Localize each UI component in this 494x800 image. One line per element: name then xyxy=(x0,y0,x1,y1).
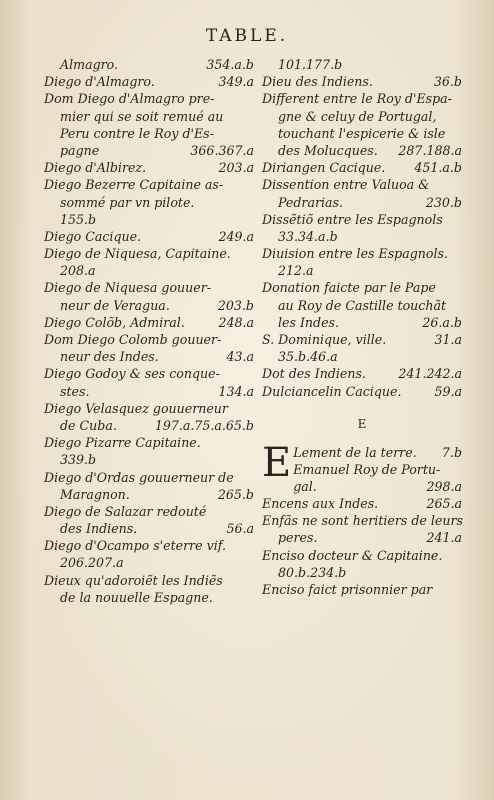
index-entry-line xyxy=(44,417,254,434)
index-entry-line xyxy=(44,383,254,400)
entry-text: des Molucques. xyxy=(278,142,378,158)
index-entry-line xyxy=(44,554,254,571)
entry-text: Diego de Niquesa gouuer- xyxy=(44,280,211,296)
entry-text: Diego Bezerre Capitaine as- xyxy=(44,177,224,193)
entry-text: mier qui se soit remué au xyxy=(60,108,224,124)
index-entry-line xyxy=(44,108,254,125)
page-reference: 265.a xyxy=(426,496,462,512)
index-entry-line xyxy=(262,564,462,581)
page-reference: 197.a.75.a.65.b xyxy=(154,417,254,433)
entry-text: Diego d'Almagro. xyxy=(44,74,155,90)
index-entry-line xyxy=(44,279,254,296)
index-entry-line xyxy=(44,176,254,193)
index-entry-line xyxy=(262,73,462,90)
entry-text: touchant l'espicerie & isle xyxy=(278,125,446,141)
page-reference: 230.b xyxy=(425,194,462,210)
entry-text: Dom Diego Colomb gouuer- xyxy=(44,332,222,347)
index-entry-line xyxy=(262,56,462,73)
index-entry-line xyxy=(44,537,254,554)
drop-cap: E xyxy=(262,439,292,486)
index-entry-line xyxy=(44,520,254,537)
page-reference: 451.a.b xyxy=(414,160,462,176)
index-entry-line xyxy=(44,73,254,90)
entry-text: 80.b.234.b xyxy=(278,564,347,580)
entry-text: Diego Godoy & ses conque- xyxy=(44,366,220,382)
page-reference: 31.a xyxy=(434,332,462,347)
entry-text: 339.b xyxy=(60,452,97,468)
index-entry-line xyxy=(262,211,462,228)
entry-text: gal. xyxy=(293,478,317,494)
index-entry-line xyxy=(262,279,462,296)
entry-text: de Cuba. xyxy=(60,417,117,433)
entry-text: Emanuel Roy de Portu- xyxy=(293,461,441,477)
entry-text: Maragnon. xyxy=(60,486,130,502)
page-reference: 298.a xyxy=(426,478,462,494)
index-entry-line xyxy=(44,142,254,159)
page-reference: 248.a xyxy=(218,314,254,330)
entry-text: peres. xyxy=(278,530,318,546)
index-entry-line xyxy=(262,478,462,495)
index-entry-line xyxy=(262,547,462,564)
index-entry-line xyxy=(262,495,462,512)
page-reference: 354.a.b xyxy=(206,57,254,72)
entry-text: Diuision entre les Espagnols. xyxy=(262,246,448,262)
entry-text: 33.34.a.b xyxy=(278,228,338,244)
index-entry-line xyxy=(262,348,462,365)
index-entry-line xyxy=(44,228,254,245)
index-entry-line xyxy=(262,297,462,314)
index-entry-line xyxy=(262,383,462,400)
entry-text: 212.a xyxy=(278,263,314,279)
entry-text: Dom Diego d'Almagro pre- xyxy=(44,91,215,107)
entry-text: Diego d'Ordas gouuerneur de xyxy=(44,469,234,485)
index-entry-line xyxy=(44,297,254,314)
index-entry-line xyxy=(262,90,462,107)
page-reference: 203.b xyxy=(217,297,254,313)
entry-text: 35.b.46.a xyxy=(278,349,338,365)
index-entry-line xyxy=(44,56,254,73)
entry-text: Diego d'Albirez. xyxy=(44,160,147,176)
index-entry-line xyxy=(44,348,254,365)
entry-text: des Indiens. xyxy=(60,521,138,537)
page-reference: 241.242.a xyxy=(398,366,462,382)
page-reference: 59.a xyxy=(434,383,462,399)
index-entry-line xyxy=(44,451,254,468)
entry-text: Encens aux Indes. xyxy=(262,496,379,512)
index-entry-line xyxy=(44,434,254,451)
index-entry-line xyxy=(44,90,254,107)
left-column xyxy=(44,56,254,606)
page-reference: 287.188.a xyxy=(398,142,462,158)
entry-text: S. Dominique, ville. xyxy=(262,332,387,347)
entry-text: Enciso docteur & Capitaine. xyxy=(262,547,443,563)
entry-text: 101.177.b xyxy=(278,57,343,72)
index-entry-line xyxy=(44,589,254,606)
entry-text: les Indes. xyxy=(278,314,340,330)
index-entry-line xyxy=(262,125,462,142)
entry-text: Enciso faict prisonnier par xyxy=(262,582,433,598)
index-entry-line xyxy=(262,142,462,159)
right-column xyxy=(262,56,462,598)
index-entry-line xyxy=(44,365,254,382)
index-entry-line xyxy=(262,444,462,461)
entry-text: Enfãs ne sont heritiers de leurs xyxy=(262,513,463,529)
entry-text: Different entre le Roy d'Espa- xyxy=(262,91,452,107)
page-reference: 265.b xyxy=(217,486,254,502)
entry-text: au Roy de Castille touchãt xyxy=(278,297,447,313)
entry-text: Diego Velasquez gouuerneur xyxy=(44,400,228,416)
e-section-start xyxy=(262,439,462,496)
index-entry-line xyxy=(262,365,462,382)
index-entry-line xyxy=(44,314,254,331)
entry-text: neur des Indes. xyxy=(60,349,159,365)
index-entry-line xyxy=(44,245,254,262)
entry-text: Dieux qu'adoroiẽt les Indiẽs xyxy=(44,572,223,588)
index-entry-line xyxy=(262,314,462,331)
entry-text: Diego de Salazar redouté xyxy=(44,503,207,519)
page-reference: 7.b xyxy=(441,444,462,460)
index-entry-line xyxy=(262,529,462,546)
index-entry-line xyxy=(262,245,462,262)
page-reference: 366.367.a xyxy=(190,142,254,158)
index-entry-line xyxy=(44,125,254,142)
index-entry-line xyxy=(262,159,462,176)
index-entry-line xyxy=(262,581,462,598)
entry-text: Lement de la terre. xyxy=(293,444,417,460)
page-reference: 36.b xyxy=(433,74,462,90)
entry-text: Diego Pizarre Capitaine. xyxy=(44,435,201,451)
page-reference: 241.a xyxy=(426,530,462,546)
index-entry-line xyxy=(44,331,254,348)
entry-text: Dulciancelin Cacique. xyxy=(262,383,402,399)
entry-text: stes. xyxy=(60,383,90,399)
index-entry-line xyxy=(44,400,254,417)
entry-text: Diego de Niquesa, Capitaine. xyxy=(44,246,231,262)
entry-text: neur de Veragua. xyxy=(60,297,170,313)
page-reference: 203.a xyxy=(218,160,254,176)
index-entry-line xyxy=(262,331,462,348)
index-entry-line xyxy=(44,211,254,228)
index-entry-line xyxy=(44,572,254,589)
index-entry-line xyxy=(44,262,254,279)
entry-text: Dot des Indiens. xyxy=(262,366,366,382)
page-reference: 249.a xyxy=(218,228,254,244)
entry-text: Diego Cacique. xyxy=(44,228,142,244)
entry-text: Almagro. xyxy=(60,57,119,72)
entry-text: Peru contre le Roy d'Es- xyxy=(60,125,214,141)
index-entry-line xyxy=(262,108,462,125)
page-reference: 349.a xyxy=(218,74,254,90)
section-letter: E xyxy=(357,416,367,431)
index-entry-line xyxy=(262,194,462,211)
entry-text: Pedrarias. xyxy=(278,194,343,210)
index-entry-line xyxy=(44,159,254,176)
entry-text: 208.a xyxy=(60,263,96,279)
page-reference: 43.a xyxy=(226,349,254,365)
index-entry-line xyxy=(44,503,254,520)
entry-text: Donation faicte par le Pape xyxy=(262,280,436,296)
entry-text: Dissention entre Valuoa & xyxy=(262,177,430,193)
page-reference: 56.a xyxy=(226,521,254,537)
page-reference: 26.a.b xyxy=(422,314,462,330)
index-entry-line xyxy=(262,176,462,193)
index-entry-line xyxy=(44,486,254,503)
entry-text: de la nouuelle Espagne. xyxy=(60,589,213,605)
entry-text: 155.b xyxy=(60,211,97,227)
index-entry-line xyxy=(262,228,462,245)
index-entry-line xyxy=(44,469,254,486)
entry-text: pagne xyxy=(60,142,100,158)
entry-text: Diego Colõb, Admiral. xyxy=(44,314,185,330)
page-reference: 134.a xyxy=(218,383,254,399)
index-entry-line xyxy=(262,461,462,478)
entry-text: Diriangen Cacique. xyxy=(262,160,386,176)
entry-text: Diego d'Ocampo s'eterre vif. xyxy=(44,538,226,554)
entry-text: 206.207.a xyxy=(60,555,124,571)
index-entry-line xyxy=(44,194,254,211)
index-entry-line xyxy=(262,262,462,279)
page-header: TABLE. xyxy=(205,26,289,46)
index-entry-line xyxy=(262,512,462,529)
entry-text: gne & celuy de Portugal, xyxy=(278,108,437,124)
entry-text: Dieu des Indiens. xyxy=(262,74,373,90)
entry-text: Dissẽtiõ entre les Espagnols xyxy=(262,211,443,227)
entry-text: sommé par vn pilote. xyxy=(60,194,195,210)
